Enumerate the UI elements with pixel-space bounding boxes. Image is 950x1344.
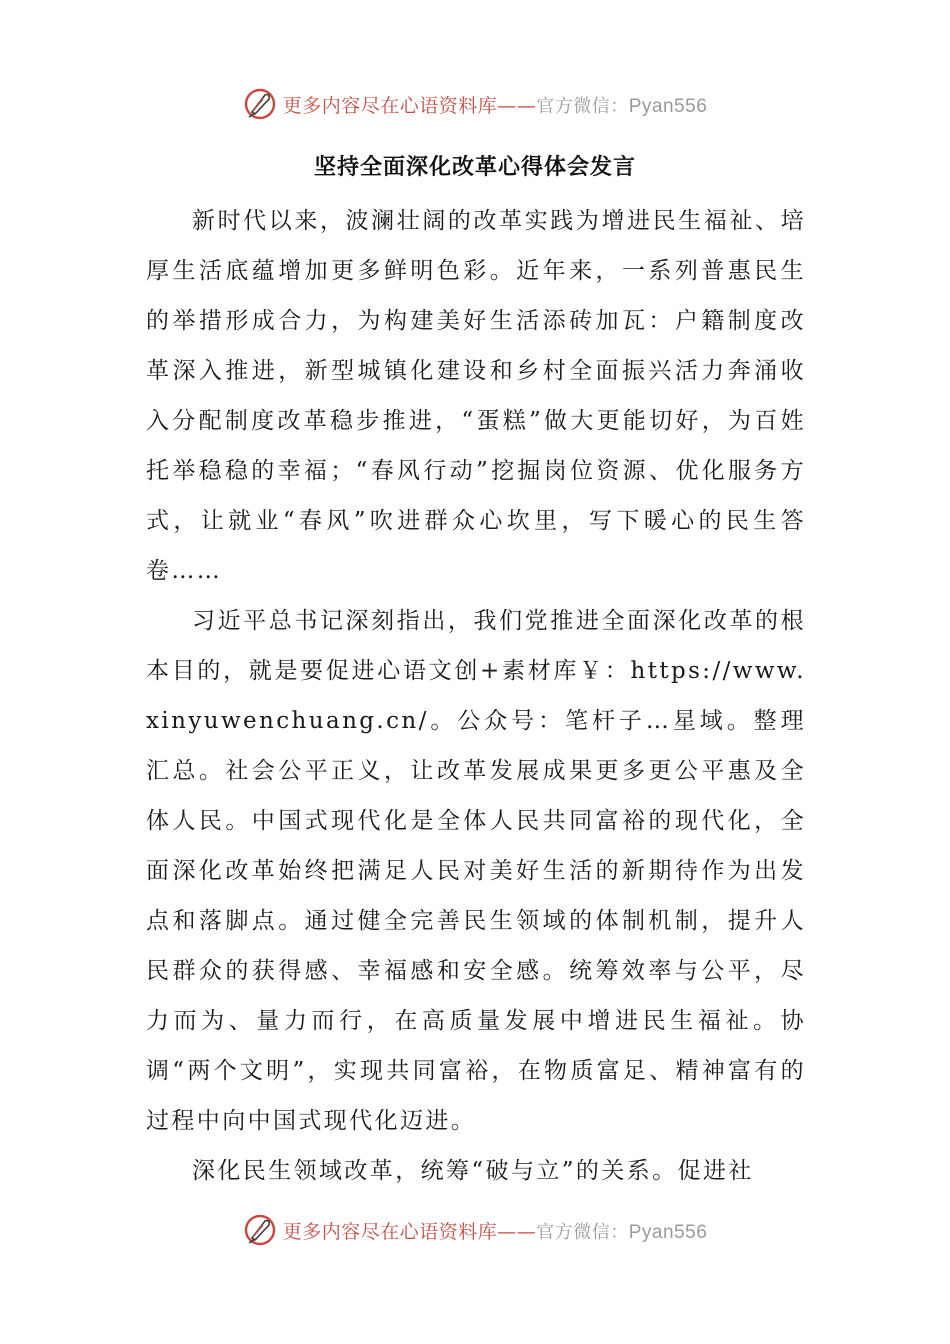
document-body xyxy=(146,196,806,1196)
quill-pen-in-circle-icon xyxy=(243,1213,277,1247)
brand-text: 更多内容尽在心语资料库 xyxy=(282,94,498,117)
document-title: 坚持全面深化改革心得体会发言 xyxy=(313,155,636,180)
header-banner xyxy=(0,84,950,124)
wechat-id: Pyan556 xyxy=(628,95,708,117)
banner-dash: —— xyxy=(497,1220,537,1243)
paragraph-1: 新时代以来，波澜壮阔的改革实践为增进民生福祉、培厚生活底蕴增加更多鲜明色彩。近年来，一系列普惠民生的举措形成合力，为构建美好生活添砖加瓦：户籍制度改革深入推进，新型城镇化建设和乡村全面振兴活力奔涌收入分配制度改革稳步推进，“蛋糕”做大更能切好，为百姓托举稳稳的幸福；“春风行动”挖掘岗位资源、优化服务方式，让就业“春风”吹进群众心坎里，写下暖心的民生答卷…… xyxy=(146,208,806,584)
wechat-prefix: 官方微信： xyxy=(536,95,629,117)
banner-text xyxy=(283,91,708,118)
paragraph-3: 深化民生领域改革，统筹“破与立”的关系。促进社 xyxy=(192,1158,754,1184)
brand-text: 更多内容尽在心语资料库 xyxy=(282,1220,498,1243)
quill-pen-in-circle-icon xyxy=(243,87,277,121)
wechat-id: Pyan556 xyxy=(628,1221,708,1243)
footer-banner xyxy=(0,1210,950,1250)
wechat-prefix: 官方微信： xyxy=(536,1221,629,1243)
paragraph-2: 习近平总书记深刻指出，我们党推进全面深化改革的根本目的，就是要促进心语文创+素材库￥：https://www.xinyuwenchuang.cn/。公众号：笔杆子…星域。整理汇总。社会公平正义，让改革发展成果更多更公平惠及全体人民。中国式现代化是全体人民共同富裕的现代化，全面深化改革始终把满足人民对美好生活的新期待作为出发点和落脚点。通过健全完善民生领域的体制机制，提升人民群众的获得感、幸福感和安全感。统筹效率与公平，尽力而为、量力而行，在高质量发展中增进民生福祉。协调“两个文明”，实现共同富裕，在物质富足、精神富有的过程中向中国式现代化迈进。 xyxy=(146,608,806,1134)
banner-text xyxy=(283,1217,708,1244)
banner-dash: —— xyxy=(497,94,537,117)
